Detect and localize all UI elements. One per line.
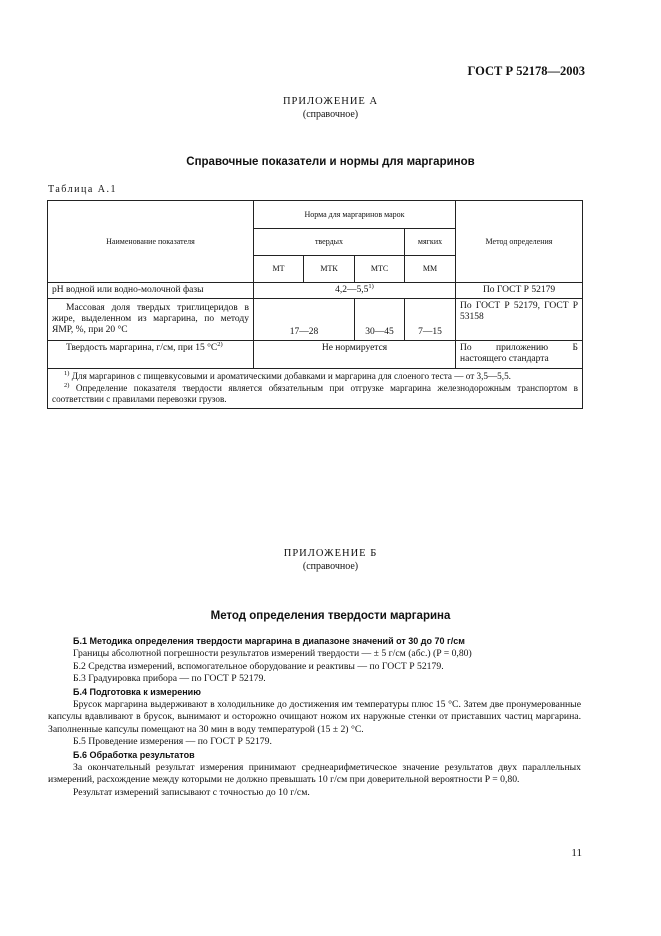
row-value-mts: 30—45 bbox=[355, 299, 405, 341]
page-number: 11 bbox=[571, 847, 582, 859]
section-b6-heading: Б.6 Обработка результатов bbox=[73, 749, 195, 760]
row-name: рН водной или водно-молочной фазы bbox=[48, 283, 254, 299]
section-b2: Б.2 Средства измерений, вспомогательное оборудование и реактивы — по ГОСТ Р 52179. bbox=[73, 660, 444, 672]
section-b6-text: За окончательный результат измерения принимают среднеарифметическое значение результатов двух параллельных измерений, расхождение между которыми не должно превышать 10 г/см при доверительной вероятности P = 0,80. bbox=[48, 762, 581, 786]
row-method: По приложению Б настоящего стандарта bbox=[456, 341, 583, 369]
row-norm: 4,2—5,5$^{1)}$ bbox=[254, 283, 456, 299]
section-b3: Б.3 Градуировка прибора — по ГОСТ Р 52179. bbox=[73, 673, 266, 685]
row-method: По ГОСТ Р 52179, ГОСТ Р 53158 bbox=[456, 299, 583, 341]
grade-mt: МТ bbox=[254, 256, 304, 283]
table-row bbox=[48, 299, 583, 341]
appendix-a-title: ПРИЛОЖЕНИЕ А bbox=[282, 96, 379, 107]
row-name: Массовая доля твердых триглицеридов в жире, выделенном из маргарина, по методу ЯМР, %, при 20 °С bbox=[48, 299, 254, 341]
row-norm: Не нормируется bbox=[254, 341, 456, 369]
footnotes-row bbox=[48, 369, 583, 409]
section-b5: Б.5 Проведение измерения — по ГОСТ Р 52179. bbox=[73, 736, 272, 748]
section-b1-text: Границы абсолютной погрешности результатов измерений твердости — ± 5 г/см (абс.) (P = 0,80) bbox=[73, 648, 472, 660]
section-b6-text2: Результат измерений записывают с точностью до 10 г/см. bbox=[73, 786, 310, 798]
method-body bbox=[48, 635, 581, 799]
footnote-2: $^{2)}$ Определение показателя твердости является обязательным при отгрузке маргарина железнодорожным транспортом в соответствии с правилами перевозки грузов. bbox=[52, 381, 579, 404]
row-method: По ГОСТ Р 52179 bbox=[456, 283, 583, 299]
header-indicator: Наименование показателя bbox=[48, 201, 254, 283]
row-name: Твердость маргарина, г/см, при 15 $^\circ С^{2)}$ bbox=[48, 341, 254, 369]
section-b4-text: Брусок маргарина выдерживают в холодильнике до достижения им температуры плюс 15 °С. Затем две пронумерованные капсулы вдавливают в брусок, вынимают и осторожно очищают ножом их наружные стенки от приставших частиц маргарина. Заполненные капсулы помещают на 30 мин в воду температурой (15 ± 2) °С. bbox=[48, 699, 581, 735]
table-footnotes bbox=[48, 369, 583, 409]
footnote-1: $^{1)}$ Для маргаринов с пищевкусовыми и ароматическими добавками и маргарина для слоеного теста — от 3,5—5,5. bbox=[64, 369, 511, 381]
document-id: ГОСТ Р 52178—2003 bbox=[467, 64, 585, 78]
grade-mm: ММ bbox=[405, 256, 456, 283]
norms-table bbox=[47, 200, 583, 409]
header-soft: мягких bbox=[405, 229, 456, 256]
grade-mts: МТС bbox=[355, 256, 405, 283]
header-method: Метод определения bbox=[456, 201, 583, 283]
row-value-mt-mtk: 17—28 bbox=[254, 299, 355, 341]
row-value-mm: 7—15 bbox=[405, 299, 456, 341]
appendix-b-title: ПРИЛОЖЕНИЕ Б bbox=[283, 548, 378, 559]
appendix-b-subtitle: (справочное) bbox=[302, 561, 359, 572]
section-b1-heading: Б.1 Методика определения твердости маргарина в диапазоне значений от 30 до 70 г/см bbox=[73, 636, 465, 646]
appendix-b-heading: Метод определения твердости маргарина bbox=[210, 610, 451, 622]
appendix-a-subtitle: (справочное) bbox=[302, 109, 359, 120]
section-b4-heading: Б.4 Подготовка к измерению bbox=[73, 686, 201, 697]
table-row bbox=[48, 283, 583, 299]
table-row bbox=[48, 341, 583, 369]
grade-mtk: МТК bbox=[304, 256, 355, 283]
table-caption: Таблица А.1 bbox=[48, 184, 117, 195]
header-norm: Норма для маргаринов марок bbox=[254, 201, 456, 229]
header-hard: твердых bbox=[254, 229, 405, 256]
appendix-a-heading: Справочные показатели и нормы для маргаринов bbox=[186, 156, 475, 168]
